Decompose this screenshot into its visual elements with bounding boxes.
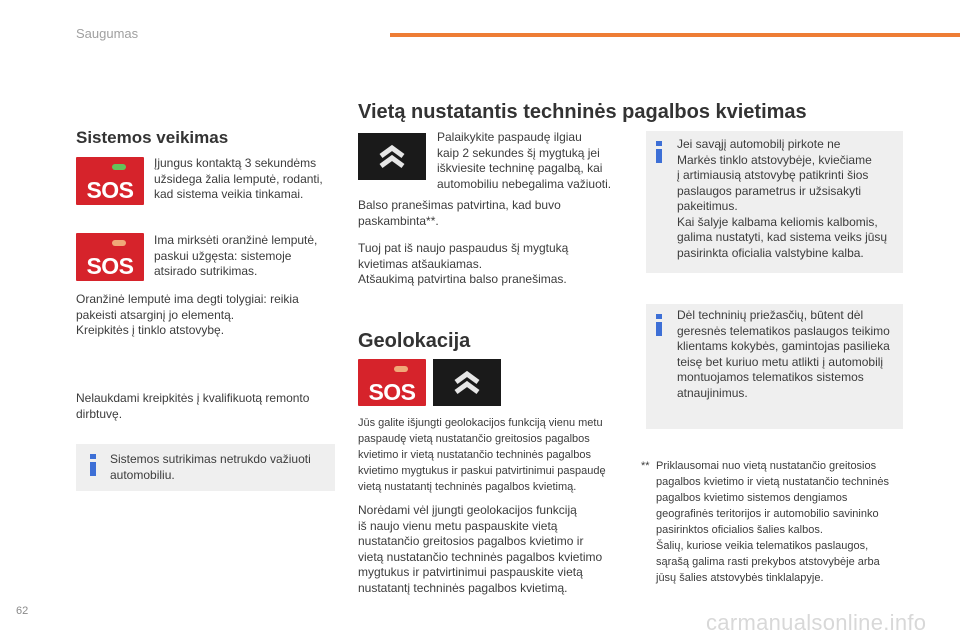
sos-button-green-icon (76, 157, 144, 205)
sos-button-orange-icon (76, 233, 144, 281)
section-title: Saugumas (76, 26, 139, 41)
green-light-text: Įjungus kontaktą 3 sekundėms užsidega žalia lemputė, rodanti, kad sistema veikia tinkamai. (154, 156, 323, 201)
chevron-assistance-icon (358, 133, 426, 180)
info-text-dealer: Jei savąjį automobilį pirkote ne Markės tinklo atstovybėje, kviečiame į artimiausią atstovybę patikrinti šios paslaugos parametrus ir užsisakyti pakeitimus. Kai šalyje kalbama keliomis kalbomis, galima nustatyti, kad sistema veiks jūsų pasirinkta oficialia valstybine kalba. (677, 137, 888, 260)
info-icon (656, 141, 662, 163)
orange-light-text: Ima mirksėti oranžinė lemputė, paskui užgęsta: sistemoje atsirado sutrikimas. (154, 233, 318, 278)
press-text: Palaikykite paspaudę ilgiau kaip 2 sekundes šį mygtuką jei iškviesite techninę pagalbą, kai automobiliu nebegalima važiuoti. (437, 130, 612, 191)
system-operation-heading: Sistemos veikimas (76, 128, 229, 147)
info-box-left (76, 444, 335, 491)
cancel-text: Tuoj pat iš naujo paspaudus šį mygtuką kvietimas atšaukiamas. Atšaukimą patvirtina balso pranešimas. (358, 241, 569, 286)
info-icon (656, 314, 662, 336)
header-rule (390, 33, 960, 37)
repair-text: Nelaukdami kreipkitės į kvalifikuotą remonto dirbtuvę. (76, 391, 310, 421)
sos-label: SOS (368, 379, 416, 405)
chevron-assistance-icon (433, 359, 501, 406)
geolocation-enable-text: Norėdami vėl įjungti geolokacijos funkciją iš naujo vienu metu paspauskite vietą nustatančio greitosios pagalbos kvietimo ir vietą nustatančio techninės pagalbos kvietimo mygtukus ir patvirtinimui paspauskite vietą nustatantį techninės pagalbos kvietimą. (358, 503, 603, 595)
sos-label: SOS (86, 253, 134, 279)
info-text-updates: Dėl techninių priežasčių, būtent dėl geresnės telematikos paslaugos teikimo klientams kokybės, gamintojas pasilieka teisę bet kuriuo metu atlikti į automobilį montuojamos telematikos sistemos atnaujinimus. (677, 308, 890, 400)
footnote-mark: ** (641, 460, 650, 472)
page-number: 62 (16, 605, 29, 617)
info-icon (90, 454, 96, 476)
geolocation-heading: Geolokacija (358, 330, 471, 352)
orange-led (112, 240, 126, 246)
info-box-dealer (646, 131, 903, 273)
footnote-text: Priklausomai nuo vietą nustatančio greitosios pagalbos kvietimo ir vietą nustatančio techninės pagalbos kvietimo sistemos dengiamos geografinės teritorijos ir automobilio savininko pasirinktos oficialios šalies kalbos. Šalių, kuriose veikia telematikos paslaugos, sąrašą galima rasti prekybos atstovybėje arba jūsų šalies atstovybės tinklalapyje. (656, 460, 889, 584)
sos-button-icon (358, 359, 426, 406)
assistance-call-heading: Vietą nustatantis techninės pagalbos kvietimas (358, 101, 807, 123)
assistance-button-icon (358, 133, 426, 180)
steady-light-text: Oranžinė lemputė ima degti tolygiai: reikia pakeisti atsarginį jo elementą. Kreipkitės į tinklo atstovybę. (76, 292, 299, 337)
led (394, 366, 408, 372)
assistance-button-icon (433, 359, 501, 406)
voice-confirm-text: Balso pranešimas patvirtina, kad buvo paskambinta**. (358, 198, 561, 228)
info-text-left: Sistemos sutrikimas netrukdo važiuoti automobiliu. (110, 452, 311, 482)
info-box-updates (646, 304, 903, 429)
watermark: carmanualsonline.info (706, 610, 927, 635)
sos-label: SOS (86, 177, 134, 203)
green-led (112, 164, 126, 170)
geolocation-disable-text: Jūs galite išjungti geolokacijos funkciją vienu metu paspaudę vietą nustatančio greitosios pagalbos kvietimo ir vietą nustatančio techninės pagalbos kvietimo mygtukus ir paskui patvirtinimui paspaudę vietą nustatantį techninės pagalbos kvietimą. (358, 417, 606, 493)
